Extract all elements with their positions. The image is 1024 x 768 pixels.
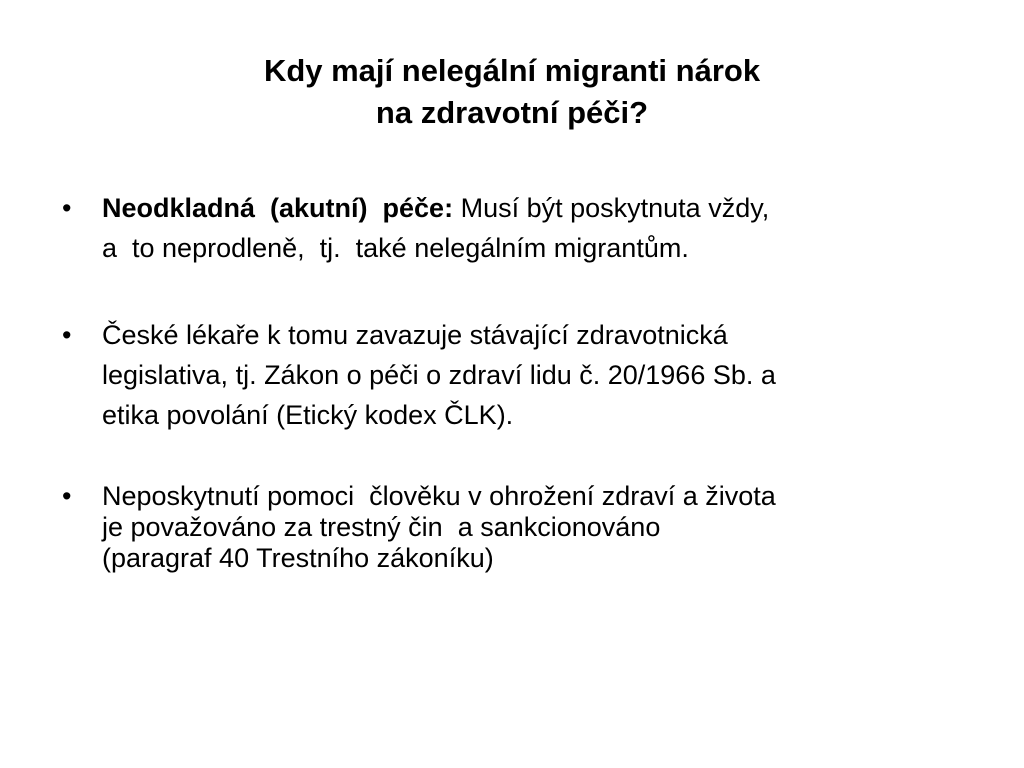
slide-title [0,50,1024,134]
bullet-line: Neposkytnutí pomoci člověku v ohrožení zdraví a života [102,481,776,511]
bullet-line: legislativa, tj. Zákon o péči o zdraví lidu č. 20/1966 Sb. a [102,360,776,390]
bullet-icon: • [62,193,72,223]
bullet-list [62,188,972,574]
bullet-line: a to neprodleně, tj. také nelegálním migrantům. [102,233,689,263]
bullet-line: (paragraf 40 Trestního zákoníku) [102,543,494,573]
bullet-line [102,188,972,228]
bullet-line: České lékaře k tomu zavazuje stávající zdravotnická [102,320,728,350]
bullet-line: etika povolání (Etický kodex ČLK). [102,400,514,430]
bullet-item-legislation [62,315,972,435]
bullet-icon: • [62,481,72,511]
bullet-line: je považováno za trestný čin a sankcionováno [102,512,661,542]
bullet-bold-label: Neodkladná (akutní) péče: [102,193,454,223]
title-line-1: Kdy mají nelegální migranti nárok [263,53,761,88]
bullet-item-criminal-offense [62,481,972,574]
bullet-icon: • [62,320,72,350]
bullet-item-emergency-care [62,188,972,268]
bullet-text: Musí být poskytnuta vždy, [453,193,770,223]
title-line-2: na zdravotní péči? [375,95,649,130]
